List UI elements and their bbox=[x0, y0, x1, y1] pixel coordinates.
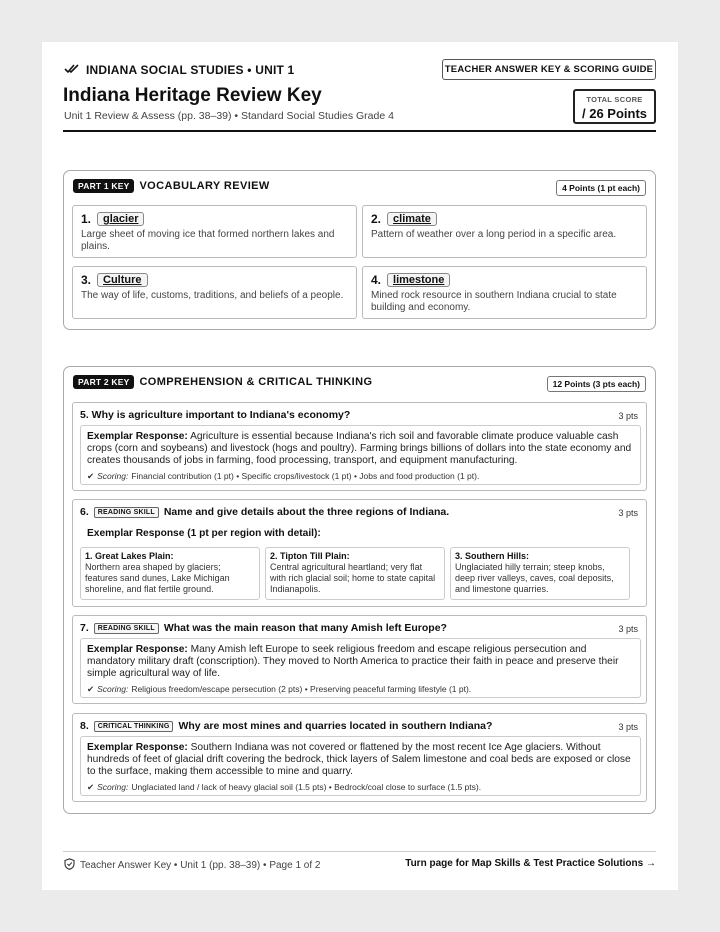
footer-info bbox=[64, 858, 320, 873]
region-card bbox=[265, 547, 445, 600]
response-label: Exemplar Response: bbox=[87, 644, 188, 655]
question-7-text: What was the main reason that many Amish left Europe? bbox=[163, 622, 447, 634]
header-divider bbox=[63, 130, 656, 132]
vocab-number: 4. bbox=[371, 273, 382, 287]
part1-title: VOCABULARY REVIEW bbox=[139, 180, 270, 192]
part1-pill: PART 1 KEY bbox=[73, 179, 134, 193]
vocab-number: 1. bbox=[81, 212, 92, 226]
question-8-text: Why are most mines and quarries located in southern Indiana? bbox=[178, 720, 493, 732]
question-7-heading bbox=[80, 622, 447, 634]
region-title: 3. Southern Hills: bbox=[455, 551, 530, 561]
vocab-definition: The way of life, customs, traditions, and beliefs of a people. bbox=[81, 290, 344, 301]
response-text: Southern Indiana was not covered or flattened by the most recent Ice Age glaciers. Without hundreds of feet of glacial drift covering the bedrock, thick layers of Salem limestone and coal beds are exposed or close to the surface, making them accessible to mine and quarry. bbox=[87, 742, 631, 778]
question-6-text: Name and give details about the three regions of Indiana. bbox=[163, 506, 450, 518]
answer-key-tag: TEACHER ANSWER KEY & SCORING GUIDE bbox=[442, 59, 656, 80]
part2-panel bbox=[63, 366, 656, 814]
part2-title: COMPREHENSION & CRITICAL THINKING bbox=[139, 376, 373, 388]
part2-pill: PART 2 KEY bbox=[73, 375, 134, 389]
question-8-number: 8. bbox=[80, 720, 89, 732]
vocab-term: Culture bbox=[97, 273, 148, 287]
question-6-card bbox=[72, 499, 647, 607]
double-check-icon bbox=[64, 63, 80, 77]
region-text: Central agricultural heartland; very flat with rich glacial soil; home to state capital Indianapolis. bbox=[270, 561, 436, 594]
vocab-item bbox=[72, 205, 357, 258]
response-text: Many Amish left Europe to seek religious freedom and escape religious persecution and mandatory military draft (conscription). They moved to North America to practice their faith in peace and preserve their simple agricultural way of life. bbox=[87, 644, 619, 680]
regions-row bbox=[80, 544, 641, 601]
question-8-points: 3 pts bbox=[618, 722, 638, 732]
score-label: TOTAL SCORE bbox=[586, 95, 643, 104]
check-icon: ✔ bbox=[87, 470, 95, 481]
region-text: Unglaciated hilly terrain; steep knobs, deep river valleys, caves, coal deposits, and limestone quarries. bbox=[455, 561, 614, 594]
reading-skill-badge: READING SKILL bbox=[94, 507, 159, 518]
footer-left-text: Teacher Answer Key • Unit 1 (pp. 38–39) • Page 1 of 2 bbox=[80, 860, 321, 871]
check-icon: ✔ bbox=[87, 781, 95, 792]
question-5-points: 3 pts bbox=[618, 411, 638, 421]
vocab-item bbox=[362, 205, 647, 258]
question-7-points: 3 pts bbox=[618, 624, 638, 634]
scoring-text: Religious freedom/escape persecution (2 pts) • Preserving peaceful farming lifestyle (1 pt). bbox=[131, 683, 472, 694]
vocab-term: glacier bbox=[97, 212, 144, 226]
scoring-label: Scoring: bbox=[97, 470, 129, 481]
scoring-text: Financial contribution (1 pt) • Specific crops/livestock (1 pt) • Jobs and food production (1 pt). bbox=[131, 470, 480, 481]
page-title: Indiana Heritage Review Key bbox=[63, 85, 322, 106]
shield-icon bbox=[64, 858, 75, 873]
question-6-number: 6. bbox=[80, 506, 89, 518]
vocab-item bbox=[362, 266, 647, 319]
region-title: 2. Tipton Till Plain: bbox=[270, 551, 350, 561]
region-card bbox=[450, 547, 630, 600]
vocab-term: climate bbox=[387, 212, 437, 226]
scoring-line bbox=[87, 684, 634, 694]
part1-points: 4 Points (1 pt each) bbox=[556, 180, 646, 196]
critical-thinking-badge: CRITICAL THINKING bbox=[94, 721, 174, 732]
question-6-heading bbox=[80, 506, 449, 518]
question-5-card bbox=[72, 402, 647, 491]
total-score-box bbox=[573, 89, 656, 124]
question-5-response bbox=[80, 425, 641, 485]
vocab-definition: Pattern of weather over a long period in a specific area. bbox=[371, 229, 617, 240]
response-label: Exemplar Response: bbox=[87, 742, 188, 753]
response-text: Agriculture is essential because Indiana's rich soil and favorable climate produce valuable cash crops (corn and soybeans) and livestock (hogs and poultry). Farming brings billions of dollars into the state economy and creates thousands of jobs in farming, food processing, transport, and equipment manufacturing. bbox=[87, 431, 632, 467]
vocab-definition: Mined rock resource in southern Indiana crucial to state building and economy. bbox=[371, 290, 617, 313]
next-page-hint: Turn page for Map Skills & Test Practice Solutions → bbox=[405, 858, 656, 869]
question-8-response bbox=[80, 736, 641, 796]
region-text: Northern area shaped by glaciers; features sand dunes, Lake Michigan shoreline, and flat fertile ground. bbox=[85, 561, 230, 594]
course-brand bbox=[64, 63, 294, 77]
vocab-number: 2. bbox=[371, 212, 382, 226]
scoring-label: Scoring: bbox=[97, 781, 129, 792]
vocab-number: 3. bbox=[81, 273, 92, 287]
question-5-heading bbox=[80, 409, 350, 421]
question-6-response-label: Exemplar Response (1 pt per region with detail): bbox=[87, 528, 321, 539]
scoring-text: Unglaciated land / lack of heavy glacial soil (1.5 pts) • Bedrock/coal close to surface (1.5 pts). bbox=[131, 781, 482, 792]
part1-panel bbox=[63, 170, 656, 330]
part2-header bbox=[73, 375, 372, 389]
check-icon: ✔ bbox=[87, 683, 95, 694]
scoring-line bbox=[87, 782, 634, 792]
response-label: Exemplar Response: bbox=[87, 431, 188, 442]
question-7-number: 7. bbox=[80, 622, 89, 634]
region-card bbox=[80, 547, 260, 600]
question-5-text: 5. Why is agriculture important to Indiana's economy? bbox=[80, 409, 351, 421]
part2-points: 12 Points (3 pts each) bbox=[547, 376, 646, 392]
question-6-points: 3 pts bbox=[618, 508, 638, 518]
question-8-card bbox=[72, 713, 647, 802]
vocab-definition: Large sheet of moving ice that formed northern lakes and plains. bbox=[81, 229, 335, 252]
question-7-card bbox=[72, 615, 647, 704]
question-8-heading bbox=[80, 720, 492, 732]
scoring-line bbox=[87, 471, 634, 481]
scoring-label: Scoring: bbox=[97, 683, 129, 694]
question-7-response bbox=[80, 638, 641, 698]
brand-label: INDIANA SOCIAL STUDIES • UNIT 1 bbox=[86, 63, 295, 77]
vocab-term: limestone bbox=[387, 273, 450, 287]
score-value: / 26 Points bbox=[581, 106, 648, 121]
vocab-item bbox=[72, 266, 357, 319]
region-title: 1. Great Lakes Plain: bbox=[85, 551, 174, 561]
page-subtitle: Unit 1 Review & Assess (pp. 38–39) • Standard Social Studies Grade 4 bbox=[64, 110, 394, 122]
footer-divider bbox=[63, 851, 656, 852]
answer-key-sheet bbox=[42, 42, 678, 890]
part1-header bbox=[73, 179, 270, 193]
reading-skill-badge: READING SKILL bbox=[94, 623, 159, 634]
